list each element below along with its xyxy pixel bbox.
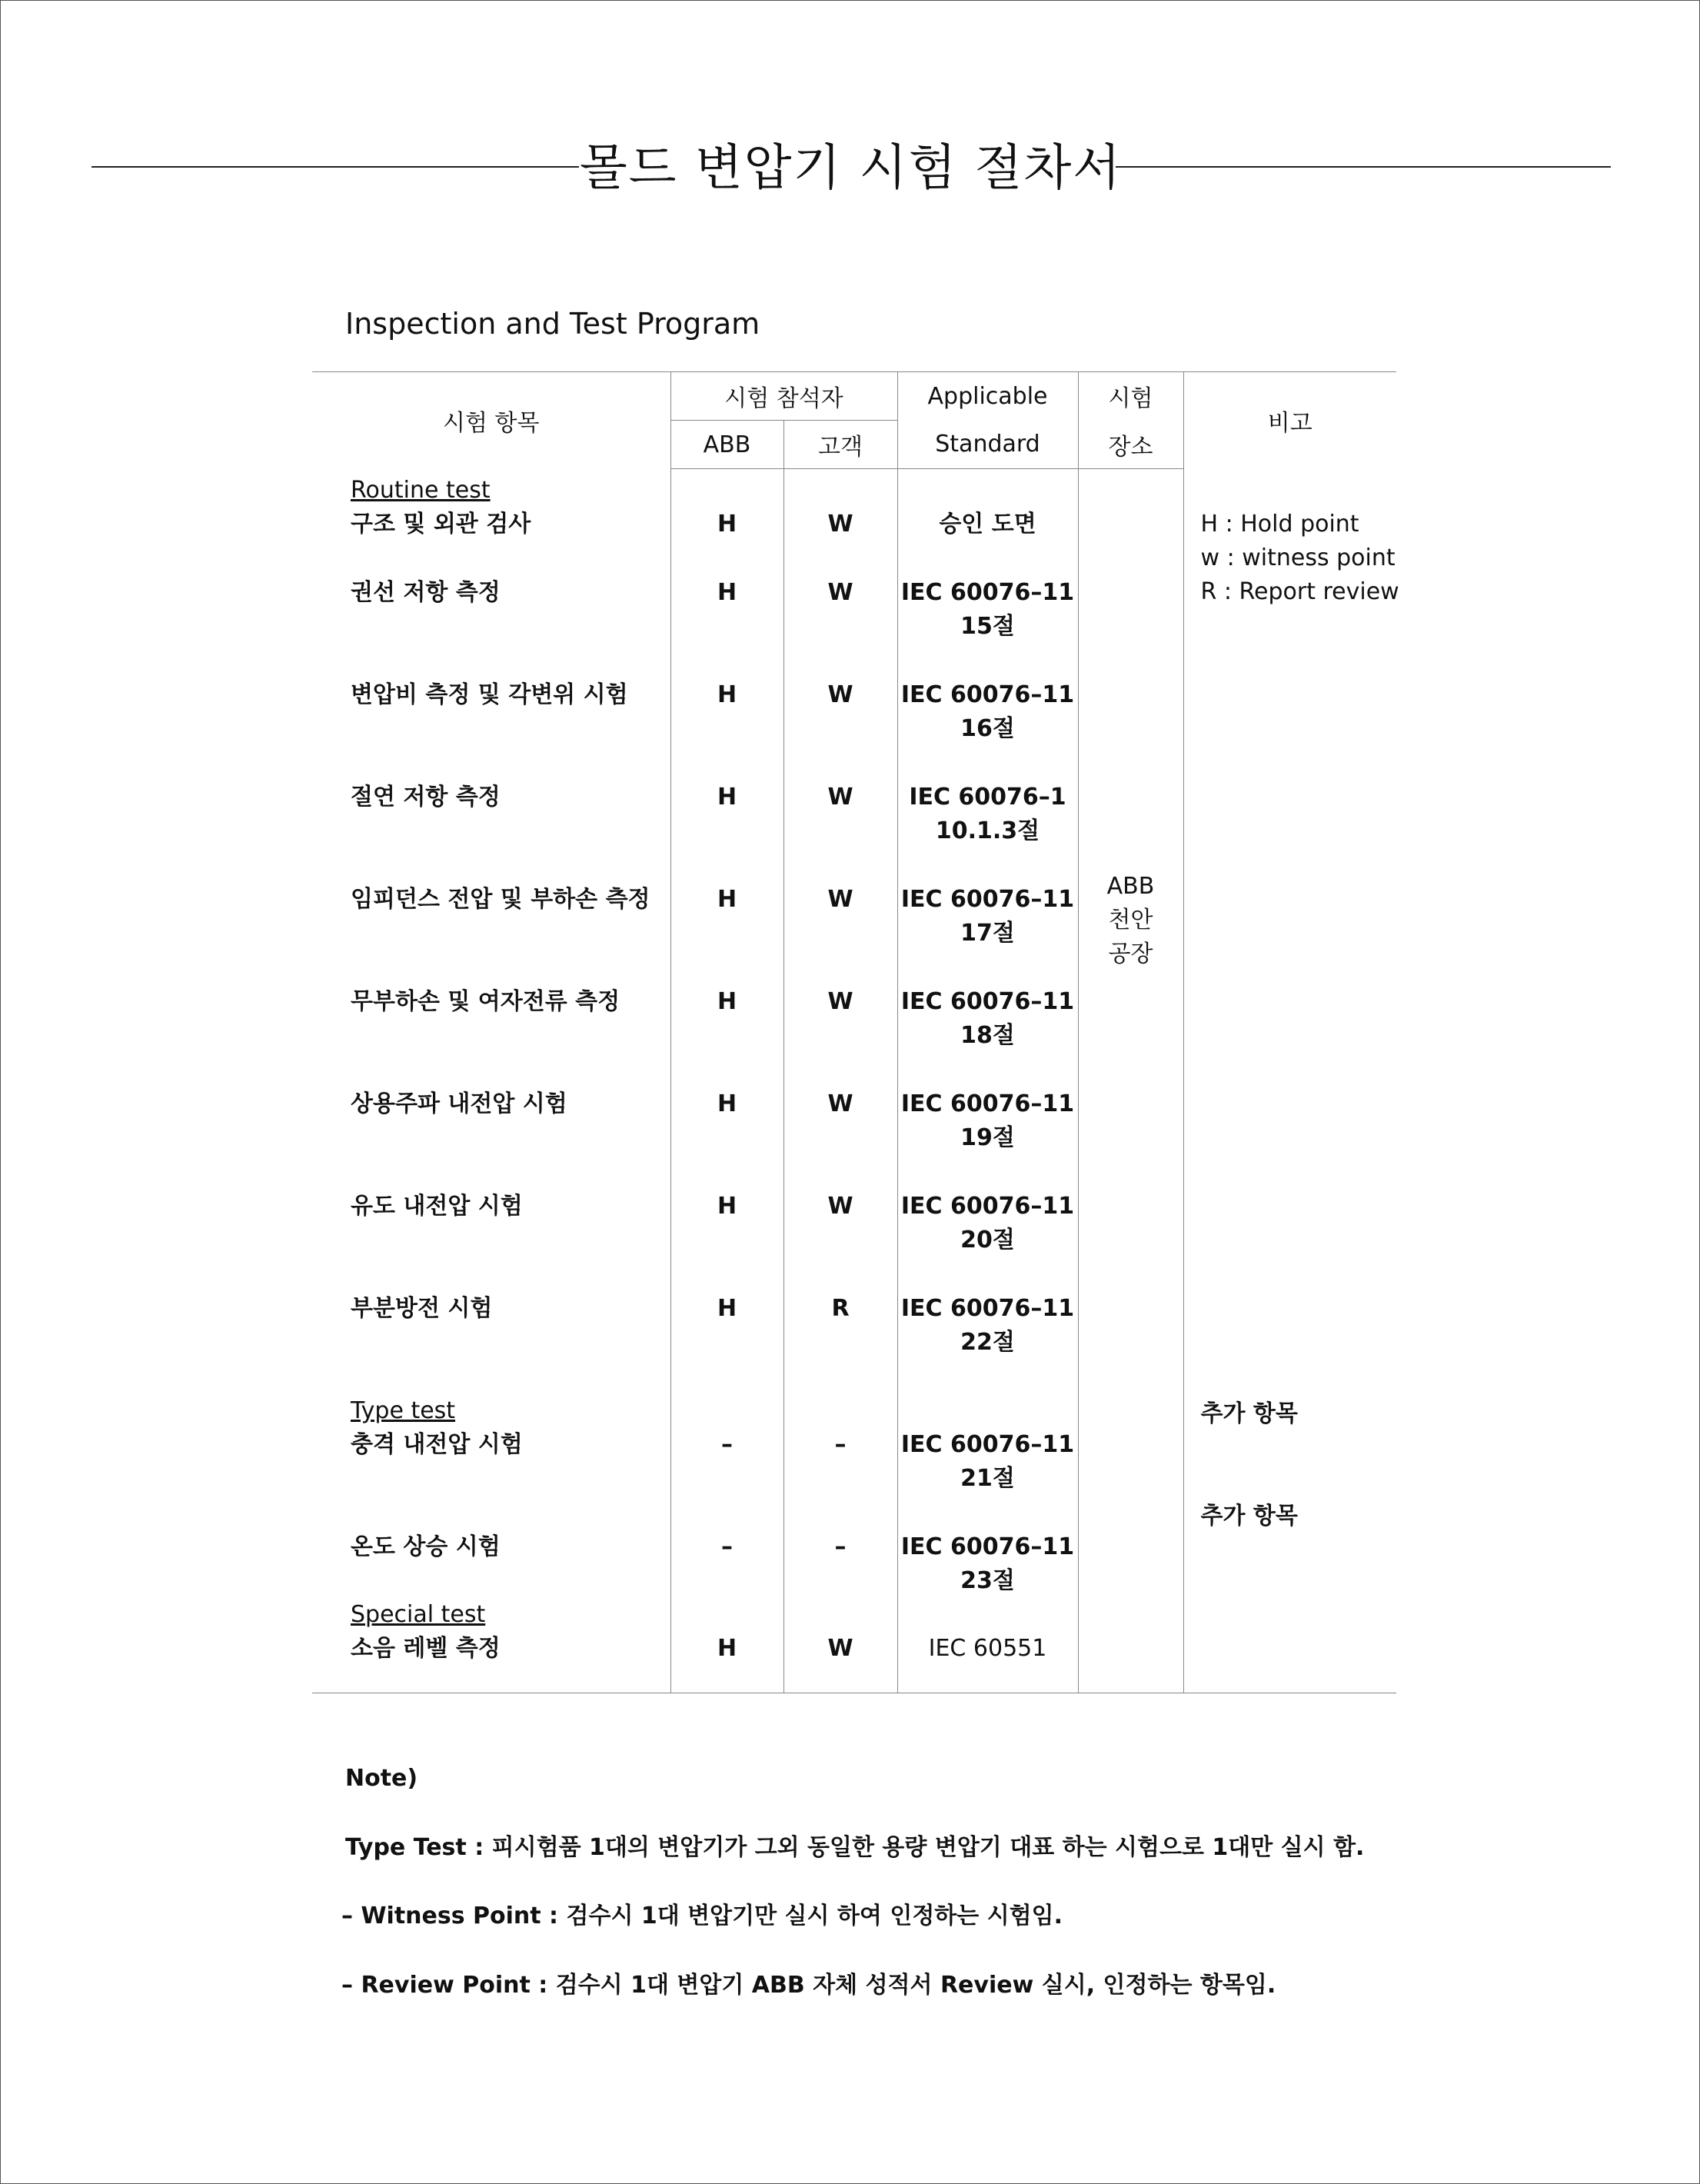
customer-mark: W: [827, 1090, 853, 1117]
remarks-column: [1183, 469, 1399, 1693]
test-item: 권선 저항 측정: [351, 578, 501, 606]
standard-clause: 16절: [960, 715, 1015, 742]
customer-mark: W: [827, 988, 853, 1015]
customer-mark: W: [827, 511, 853, 538]
test-item: 소음 레벨 측정: [351, 1634, 501, 1662]
standard-clause: 21절: [960, 1465, 1015, 1492]
standard-clause: 10.1.3절: [935, 817, 1040, 844]
legend-hold-point: H : Hold point: [1200, 510, 1359, 538]
customer-mark: W: [827, 1193, 853, 1220]
abb-mark: H: [717, 1635, 737, 1662]
abb-mark: H: [717, 1090, 737, 1117]
standard-ref: IEC 60076–11: [900, 886, 1075, 913]
table-header-row: [312, 372, 1396, 421]
test-item: 온도 상승 시험: [351, 1533, 501, 1560]
customer-column: [783, 469, 897, 1693]
test-place: ABB: [1106, 873, 1155, 900]
header-remarks: 비고: [1183, 372, 1396, 469]
notes-heading: Note): [345, 1765, 418, 1792]
standard-ref: 승인 도면: [939, 511, 1036, 538]
test-place: 공장: [1108, 941, 1153, 967]
standard-ref: IEC 60076–11: [900, 1431, 1075, 1458]
legend-report-review: R : Report review: [1200, 578, 1399, 605]
customer-mark: W: [827, 784, 853, 811]
standard-ref: IEC 60076–11: [900, 1295, 1075, 1322]
inspection-test-table: [312, 371, 1399, 1693]
standard-clause: 20절: [960, 1227, 1015, 1253]
header-place-line2: 장소: [1078, 421, 1183, 469]
customer-mark: –: [834, 1533, 847, 1560]
abb-mark: H: [717, 1295, 737, 1322]
remark-additional: 추가 항목: [1200, 1400, 1298, 1427]
note-witness-point: – Witness Point : 검수시 1대 변압기만 실시 하여 인정하는 시험임.: [341, 1903, 1063, 1929]
test-item: 변압비 측정 및 각변위 시험: [351, 681, 628, 708]
header-attendees: 시험 참석자: [670, 372, 897, 421]
test-item-column: [312, 469, 670, 1693]
standard-clause: 15절: [960, 613, 1015, 640]
table-body-row: [312, 469, 1396, 1693]
abb-mark: H: [717, 511, 737, 538]
test-item: 임피던스 전압 및 부하손 측정: [351, 885, 650, 913]
customer-mark: W: [827, 579, 853, 606]
standard-ref: IEC 60076–11: [900, 1533, 1075, 1560]
abb-mark: H: [717, 681, 737, 708]
abb-mark: H: [717, 784, 737, 811]
header-place-line1: 시험: [1078, 372, 1183, 421]
test-item: 절연 저항 측정: [351, 783, 501, 811]
abb-column: [670, 469, 783, 1693]
standard-ref: IEC 60076–1: [909, 784, 1066, 811]
abb-mark: –: [721, 1533, 733, 1560]
remark-additional: 추가 항목: [1200, 1502, 1298, 1530]
customer-mark: W: [827, 681, 853, 708]
routine-test-label: Routine test: [351, 476, 491, 504]
standard-ref: IEC 60076–11: [900, 681, 1075, 708]
standard-clause: 23절: [960, 1567, 1015, 1594]
test-item: 구조 및 외관 검사: [351, 510, 531, 538]
test-item: 부분방전 시험: [351, 1294, 493, 1322]
test-item: 상용주파 내전압 시험: [351, 1090, 567, 1117]
standard-clause: 22절: [960, 1329, 1015, 1356]
header-standard-line1: Applicable: [897, 372, 1078, 421]
abb-mark: H: [717, 579, 737, 606]
customer-mark: W: [827, 1635, 853, 1662]
customer-mark: W: [827, 886, 853, 913]
test-item: 유도 내전압 시험: [351, 1192, 523, 1220]
test-place-column: [1078, 469, 1183, 1693]
note-type-test: Type Test : 피시험품 1대의 변압기가 그외 동일한 용량 변압기 대표 하는 시험으로 1대만 실시 함.: [345, 1834, 1365, 1861]
standard-ref: IEC 60076–11: [900, 988, 1075, 1015]
abb-mark: H: [717, 988, 737, 1015]
document-title: 몰드 변압기 시험 절차서: [579, 140, 1123, 197]
standard-ref: IEC 60551: [928, 1635, 1047, 1662]
header-test-item: 시험 항목: [312, 372, 670, 469]
standard-ref: IEC 60076–11: [900, 579, 1075, 606]
type-test-label: Type test: [351, 1397, 456, 1424]
note-review-point: – Review Point : 검수시 1대 변압기 ABB 자체 성적서 Review 실시, 인정하는 항목임.: [341, 1972, 1276, 1999]
test-item: 무부하손 및 여자전류 측정: [351, 987, 620, 1015]
standard-ref: IEC 60076–11: [900, 1090, 1075, 1117]
customer-mark: R: [831, 1295, 850, 1322]
standard-ref: IEC 60076–11: [900, 1193, 1075, 1220]
abb-mark: H: [717, 1193, 737, 1220]
test-place: 천안: [1108, 907, 1153, 934]
header-abb: ABB: [670, 421, 783, 469]
header-standard-line2: Standard: [897, 421, 1078, 469]
header-customer: 고객: [783, 421, 897, 469]
special-test-label: Special test: [351, 1600, 486, 1628]
test-item: 충격 내전압 시험: [351, 1430, 523, 1458]
abb-mark: –: [721, 1431, 733, 1458]
standard-clause: 18절: [960, 1022, 1015, 1049]
customer-mark: –: [834, 1431, 847, 1458]
abb-mark: H: [717, 886, 737, 913]
standard-clause: 19절: [960, 1124, 1015, 1151]
legend-witness-point: w : witness point: [1200, 544, 1396, 571]
section-subtitle: Inspection and Test Program: [345, 307, 760, 341]
standard-clause: 17절: [960, 920, 1015, 947]
standard-column: [897, 469, 1078, 1693]
